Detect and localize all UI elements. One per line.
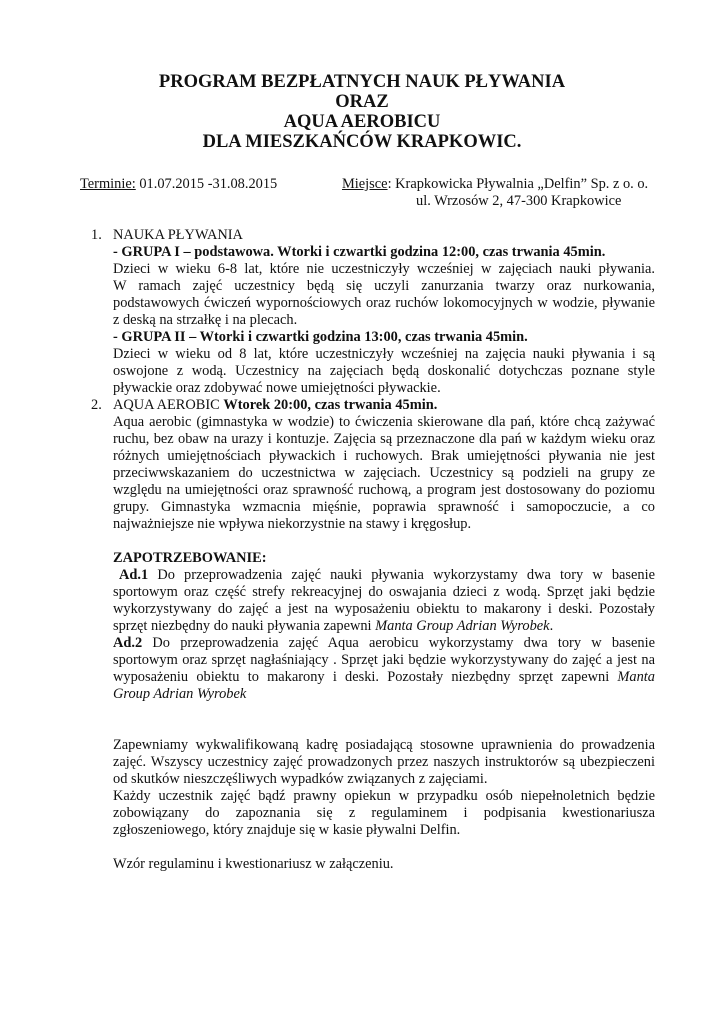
closing-line: zobowiązany do zapoznania się z regulaminem i podpisania kwestionariusza [113,805,655,821]
place-value: : Krapkowicka Pływalnia „Delfin” Sp. z o. o. [387,176,649,192]
ad2-provider: Manta [617,669,655,685]
section-2-line: ruchu, bez obaw na urazy i kontuzje. Zajęcia są przeznaczone dla pań w każdym wieku oraz [113,431,655,447]
attachment-note: Wzór regulaminu i kwestionariusz w załączeniu. [113,856,394,872]
section-2-number: 2. [91,397,102,413]
section-2-heading [91,397,655,414]
group-1-line: Dzieci w wieku 6-8 lat, które nie uczestniczyły wcześniej w zajęciach nauki pływania. [113,261,655,277]
place-label: Miejsce [342,176,388,192]
section-2-title: AQUA AEROBIC [113,397,224,413]
terms-value: 01.07.2015 -31.08.2015 [135,176,278,192]
group-2-line: pływackie oraz zdobywać nowe umiejętności pływackie. [113,380,441,396]
ad1-line: wykorzystywany do zajęć a jest na wyposażeniu obiektu to makarony i deski. Pozostały [113,601,655,617]
section-2-line: przeciwwskazaniem do uczestnictwa w zajęciach. Uczestnicy są podzieli na grupy ze [113,465,655,481]
section-2-line: względu na umiejętności oraz sprawność ruchową, a program jest dostosowany do poziomu [113,482,655,498]
document-body [91,227,655,873]
closing-line: zajęć. Wszyscy uczestnicy zajęć prowadzonych przez naszych instruktorów są ubezpieczeni [113,754,655,770]
section-2-line: najważniejsze nie wpływa niekorzystnie na stawy i kręgosłup. [113,516,472,532]
place-address: ul. Wrzosów 2, 47-300 Krapkowice [416,193,622,209]
closing-line: Każdy uczestnik zajęć bądź prawny opiekun w przypadku osób niepełnoletnich będzie [113,788,655,804]
closing-line: od skutków nieszczęśliwych wypadków związanych z zajęciami. [113,771,488,787]
group-1-line: z deską na strzałkę i na plecach. [113,312,298,328]
terms-label: Terminie: [80,176,136,192]
section-1-number: 1. [91,227,102,243]
requirements-heading: ZAPOTRZEBOWANIE: [113,550,267,566]
ad2-line: Ad.2 Do przeprowadzenia zajęć Aqua aerobicu wykorzystamy dwa tory w basenie [113,635,655,651]
ad1-label: Ad.1 [119,567,149,583]
group-2-heading: - GRUPA II – Wtorki i czwartki godzina 13:00, czas trwania 45min. [113,329,528,345]
ad1-line: sportowym oraz część strefy rekreacyjnej do oswajania dzieci z wodą. Sprzęt jaki będzie [113,584,655,600]
ad2-line: wyposażeniu obiektu to makarony i deski. Pozostały niezbędny sprzęt zapewni Manta [113,669,655,685]
title-line-4: DLA MIESZKAŃCÓW KRAPKOWIC. [202,132,522,152]
place [342,176,648,193]
section-1-heading [91,227,655,244]
group-2-line: Dzieci w wieku od 8 lat, które uczestniczyły wcześniej na zajęcia nauki pływania i są [113,346,655,362]
terms [80,176,277,193]
title-line-1: PROGRAM BEZPŁATNYCH NAUK PŁYWANIA [158,72,566,92]
title-line-3: AQUA AEROBICU [283,112,441,132]
group-1-line: W ramach zajęć uczestnicy będą się uczyli zanurzania twarzy oraz nurkowania, [113,278,655,294]
closing-line: zgłoszeniowego, który znajduje się w kasie pływalni Delfin. [113,822,461,838]
section-2-schedule: Wtorek 20:00, czas trwania 45min. [223,397,438,413]
ad1-line: Ad.1 Do przeprowadzenia zajęć nauki pływania wykorzystamy dwa tory w basenie [119,567,655,583]
section-2-line: różnych umiejętnościach pływackich i ruchowych. Brak umiejętności pływania nie jest [113,448,655,464]
ad1-provider: Manta Group Adrian Wyrobek [375,618,550,634]
ad2-line: Group Adrian Wyrobek [113,686,247,702]
ad2-line: sportowym oraz sprzęt nagłaśniający . Sprzęt jaki będzie wykorzystywany do zajęć a jest na [113,652,655,668]
title-line-2: ORAZ [335,92,389,112]
section-2-line: grupy. Gimnastyka wzmacnia mięśnie, poprawia sprawność i samopoczucie, a co [113,499,655,515]
document-title [0,72,724,152]
closing-line: Zapewniamy wykwalifikowaną kadrę posiadającą stosowne uprawnienia do prowadzenia [113,737,655,753]
section-2-line: Aqua aerobic (gimnastyka w wodzie) to ćwiczenia skierowane dla pań, które chcą zażywać [113,414,655,430]
section-1-title: NAUKA PŁYWANIA [113,227,243,243]
ad2-label: Ad.2 [113,635,143,651]
ad1-line: sprzęt niezbędny do nauki pływania zapewni Manta Group Adrian Wyrobek. [113,618,554,634]
group-2-line: oswojone z wodą. Uczestnicy na zajęciach będą doskonalić dotychczas poznane style [113,363,655,379]
group-1-heading: - GRUPA I – podstawowa. Wtorki i czwartki godzina 12:00, czas trwania 45min. [113,244,606,260]
group-1-line: podstawowych ćwiczeń wypornościowych oraz ruchów lokomocyjnych w wodzie, pływanie [113,295,655,311]
